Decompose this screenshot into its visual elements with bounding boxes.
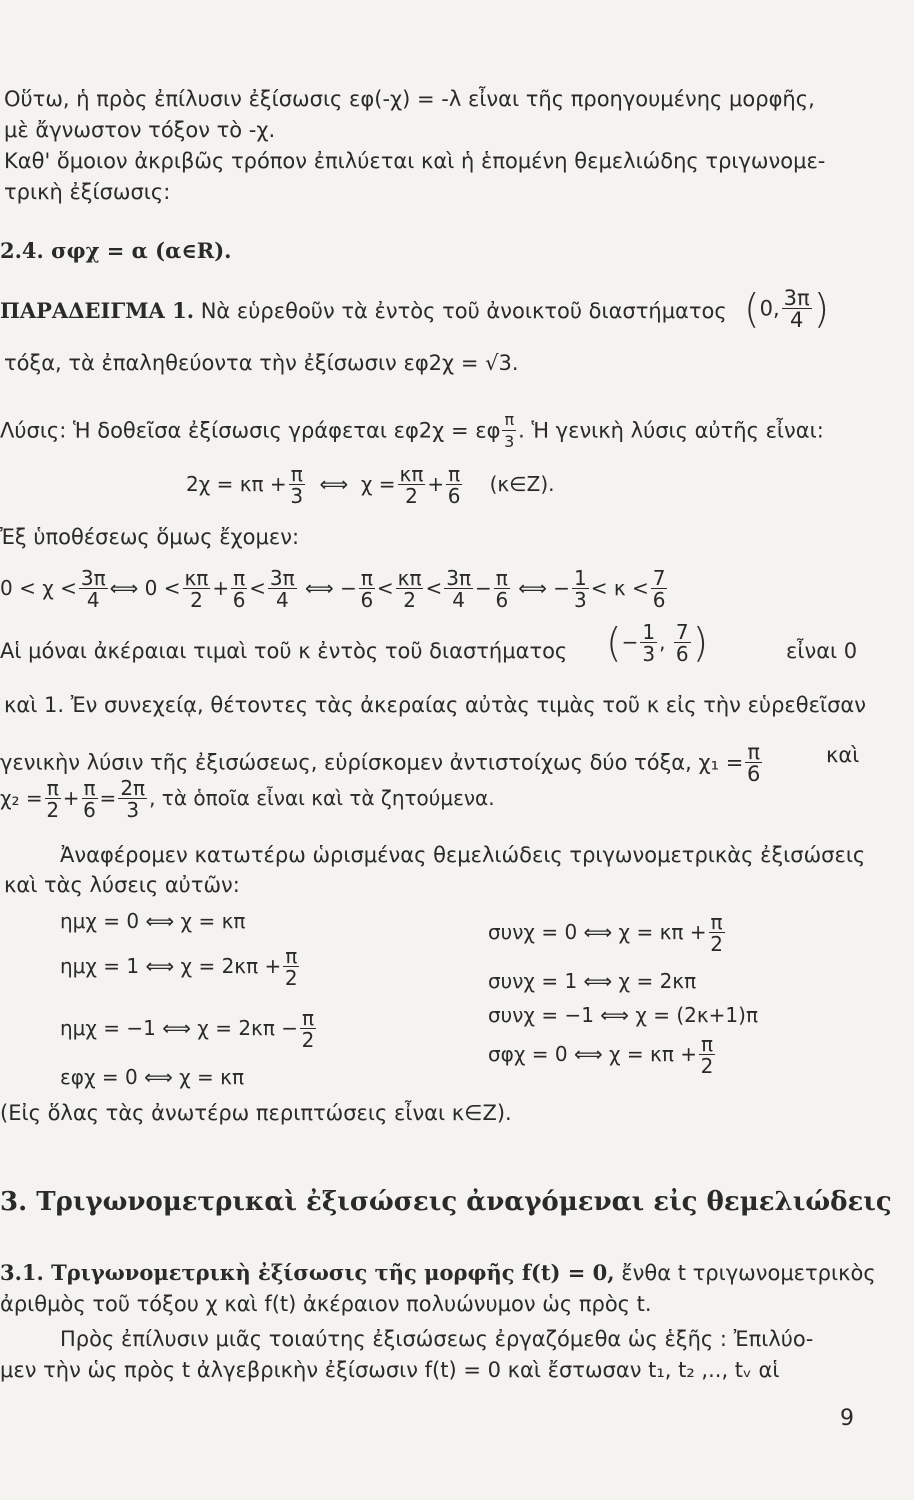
formula-tan-0: εφχ = 0 ⟺ χ = κπ [60, 1065, 244, 1089]
section-3-1-line-2: ἀριθμὸς τοῦ τόξου χ καὶ f(t) ἀκέραιον πολυώνυμον ὡς πρὸς t. [0, 1292, 652, 1316]
para-line-3: Καθ' ὅμοιον ἀκριβῶς τρόπον ἐπιλύεται καὶ ἡ ἑπομένη θεμελιώδης τριγωνομε- [4, 149, 826, 173]
formula-sin-minus-1: ημχ = −1 ⟺ χ = 2κπ − $\frac{\pi}{2}$ [60, 1006, 315, 1052]
integer-values-end: εἶναι 0 [786, 639, 858, 663]
last-line-1: Πρὸς ἐπίλυσιν μιᾶς τοιαύτης ἐξισώσεως ἐργαζόμεθα ὡς ἑξῆς : Ἐπιλύο- [60, 1327, 814, 1351]
reference-line-1: Ἀναφέρομεν κατωτέρω ὡρισμένας θεμελιώδεις τριγωνομετρικὰς ἐξισώσεις [60, 843, 866, 867]
hypothesis-line: Ἐξ ὑποθέσεως ὅμως ἔχομεν: [0, 525, 300, 549]
last-line-2: μεν τὴν ὡς πρὸς t ἀλγεβρικὴν ἐξίσωσιν f(t) = 0 καὶ ἔστωσαν t₁, t₂ ,.., tᵥ αἱ [0, 1358, 780, 1382]
example-line-2: τόξα, τὰ ἐπαληθεύοντα τὴν ἐξίσωσιν εφ2χ = √3. [4, 351, 519, 375]
x2-line: χ₂ = $\frac{\pi}{2}$ + $\frac{\pi}{6}$ = $\frac{2\pi}{3}$ , τὰ ὁποῖα εἶναι καὶ τὰ ζητούμενα. [0, 776, 495, 822]
page-number: 9 [840, 1406, 854, 1431]
formula-sin-1: ημχ = 1 ⟺ χ = 2κπ + $\frac{\pi}{2}$ [60, 944, 298, 990]
formula-cos-minus-1: συνχ = −1 ⟺ χ = (2κ+1)π [488, 1003, 758, 1027]
integer-values-line: Αἱ μόναι ἀκέραιαι τιμαὶ τοῦ κ ἐντὸς τοῦ διαστήματος [0, 639, 568, 663]
para-line-2: μὲ ἄγνωστον τόξον τὸ -χ. [4, 118, 276, 142]
inequality-chain: 0 < χ < $\frac{3\pi}{4}$ ⟺ 0 < $\frac{\kappa\pi}{2}$ + $\frac{\pi}{6}$ < $\frac{3\pi}{4}$ ⟺ − $\frac{\pi}{6}$ < $\frac{\kappa\pi}{2}$ < $\frac{3\pi}{4}$ − $\frac{\pi}{6}$ ⟺ − $\frac{1}{3}$ < κ < $\frac{7}{6}$ [0, 566, 666, 612]
continuation-line-1: καὶ 1. Ἐν συνεχείᾳ, θέτοντες τὰς ἀκεραίας αὐτὰς τιμὰς τοῦ κ εἰς τὴν εὑρεθεῖσαν [4, 693, 866, 717]
section-3-heading: 3. Τριγωνομετρικαὶ ἐξισώσεις ἀναγόμεναι εἰς θεμελιώδεις [0, 1187, 892, 1217]
formula-cot-0: σφχ = 0 ⟺ χ = κπ + $\frac{\pi}{2}$ [488, 1032, 714, 1078]
example-interval: (0, $\frac{3\pi}{4}$ ) [744, 286, 830, 333]
solution-line: Λύσις: Ἡ δοθεῖσα ἐξίσωσις γράφεται εφ2χ = εφ $\frac{\pi}{3}$ . Ἡ γενικὴ λύσις αὐτῆς εἶναι: [0, 410, 824, 451]
general-solution: 2χ = κπ + $\frac{\pi}{3}$ ⟺ χ = $\frac{\kappa\pi}{2}$ + $\frac{\pi}{6}$ (κ∈Z). [186, 462, 555, 508]
example-line-1 [0, 298, 727, 324]
section-3-1-line-1: 3.1. Τριγωνομετρικὴ ἐξίσωσις τῆς μορφῆς f(t) = 0, ἔνθα t τριγωνομετρικὸς [0, 1260, 876, 1285]
formula-sin-0: ημχ = 0 ⟺ χ = κπ [60, 909, 246, 933]
example-text: Νὰ εὑρεθοῦν τὰ ἐντὸς τοῦ ἀνοικτοῦ διαστήματος [200, 299, 727, 323]
para-line-4: τρικὴ ἐξίσωσις: [4, 180, 171, 204]
section-2-4-heading: 2.4. σφχ = α (α∈R). [0, 238, 232, 263]
example-label: ΠΑΡΑΔΕΙΓΜΑ 1. [0, 298, 195, 323]
formula-cos-1: συνχ = 1 ⟺ χ = 2κπ [488, 969, 697, 993]
and-word: καὶ [826, 743, 860, 767]
para-line-1: Οὕτω, ἡ πρὸς ἐπίλυσιν ἐξίσωσις εφ(-χ) = -λ εἶναι τῆς προηγουμένης μορφῆς, [4, 87, 815, 111]
continuation-line-2: γενικὴν λύσιν τῆς ἐξισώσεως, εὑρίσκομεν ἀντιστοίχως δύο τόξα, χ₁ = $\frac{\pi}{6}$ [0, 740, 761, 786]
reference-line-2: καὶ τὰς λύσεις αὐτῶν: [4, 873, 240, 897]
formula-cos-0: συνχ = 0 ⟺ χ = κπ + $\frac{\pi}{2}$ [488, 910, 723, 956]
integer-interval: (− $\frac{1}{3}$ , $\frac{7}{6}$ ) [606, 620, 709, 667]
note-line: (Εἰς ὅλας τὰς ἀνωτέρω περιπτώσεις εἶναι κ∈Z). [0, 1101, 512, 1125]
